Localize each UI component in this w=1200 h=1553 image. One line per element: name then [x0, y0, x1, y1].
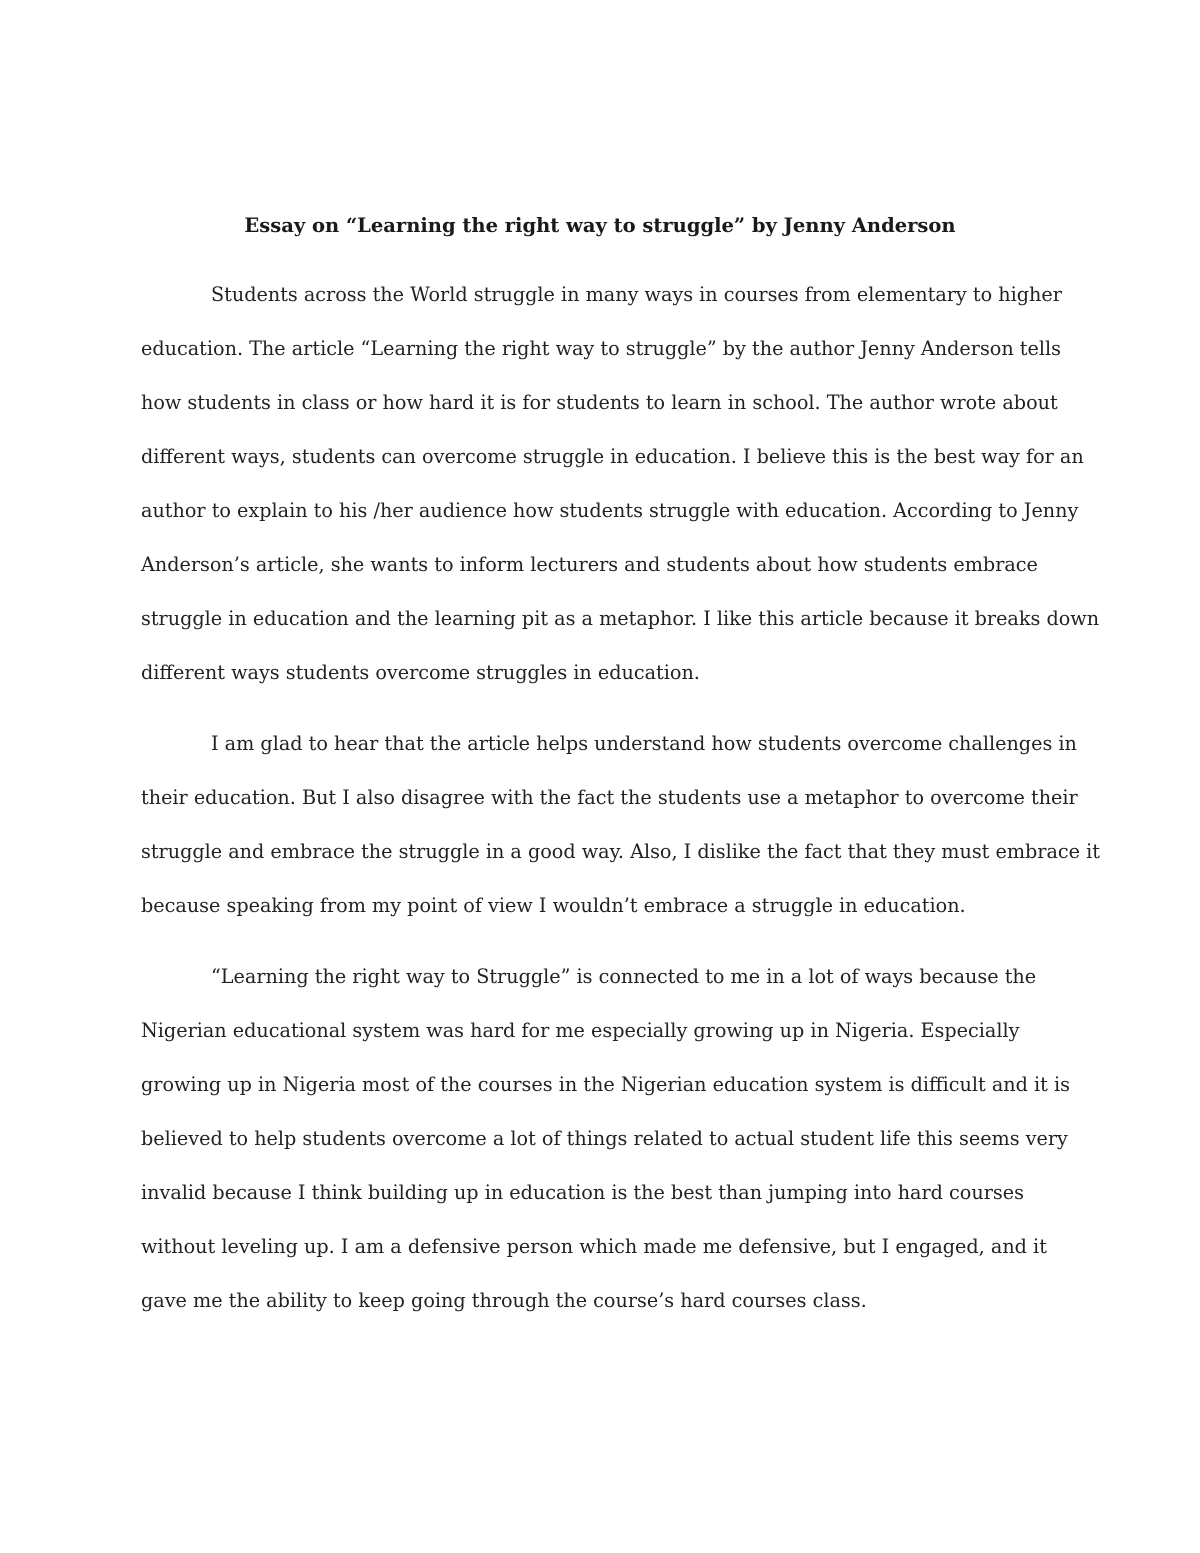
paragraph-line: I am glad to hear that the article helps understand how students overcome challenges in — [211, 732, 1077, 755]
paragraph-2 — [141, 729, 1100, 945]
paragraph-line: Nigerian educational system was hard for me especially growing up in Nigeria. Especially — [141, 1019, 1020, 1042]
paragraph-line: Anderson’s article, she wants to inform lecturers and students about how students embrace — [141, 553, 1038, 576]
paragraph-line: invalid because I think building up in education is the best than jumping into hard courses — [141, 1181, 1024, 1204]
paragraph-line: growing up in Nigeria most of the courses in the Nigerian education system is difficult and it is — [141, 1073, 1070, 1096]
paragraph-1 — [141, 280, 1100, 712]
paragraph-line: gave me the ability to keep going through the course’s hard courses class. — [141, 1289, 867, 1312]
paragraph-line: Students across the World struggle in many ways in courses from elementary to higher — [211, 283, 1062, 306]
paragraph-line: education. The article “Learning the right way to struggle” by the author Jenny Anderson tells — [141, 337, 1061, 360]
paragraph-line: without leveling up. I am a defensive person which made me defensive, but I engaged, and it — [141, 1235, 1047, 1258]
paragraph-line: different ways, students can overcome struggle in education. I believe this is the best way for an — [141, 445, 1084, 468]
paragraph-line: because speaking from my point of view I wouldn’t embrace a struggle in education. — [141, 894, 966, 917]
paragraph-line: struggle and embrace the struggle in a good way. Also, I dislike the fact that they must embrace it — [141, 840, 1100, 863]
essay-title: Essay on “Learning the right way to struggle” by Jenny Anderson — [244, 214, 956, 237]
paragraph-3 — [141, 962, 1071, 1340]
paragraph-line: struggle in education and the learning pit as a metaphor. I like this article because it breaks down — [141, 607, 1100, 630]
paragraph-line: their education. But I also disagree with the fact the students use a metaphor to overcome their — [141, 786, 1078, 809]
paragraph-line: “Learning the right way to Struggle” is connected to me in a lot of ways because the — [211, 965, 1037, 988]
paragraph-line: how students in class or how hard it is for students to learn in school. The author wrote about — [141, 391, 1058, 414]
paragraph-line: author to explain to his /her audience how students struggle with education. According to Jenny — [141, 499, 1079, 522]
paragraph-line: different ways students overcome struggles in education. — [141, 661, 700, 684]
paragraph-line: believed to help students overcome a lot of things related to actual student life this seems very — [141, 1127, 1068, 1150]
